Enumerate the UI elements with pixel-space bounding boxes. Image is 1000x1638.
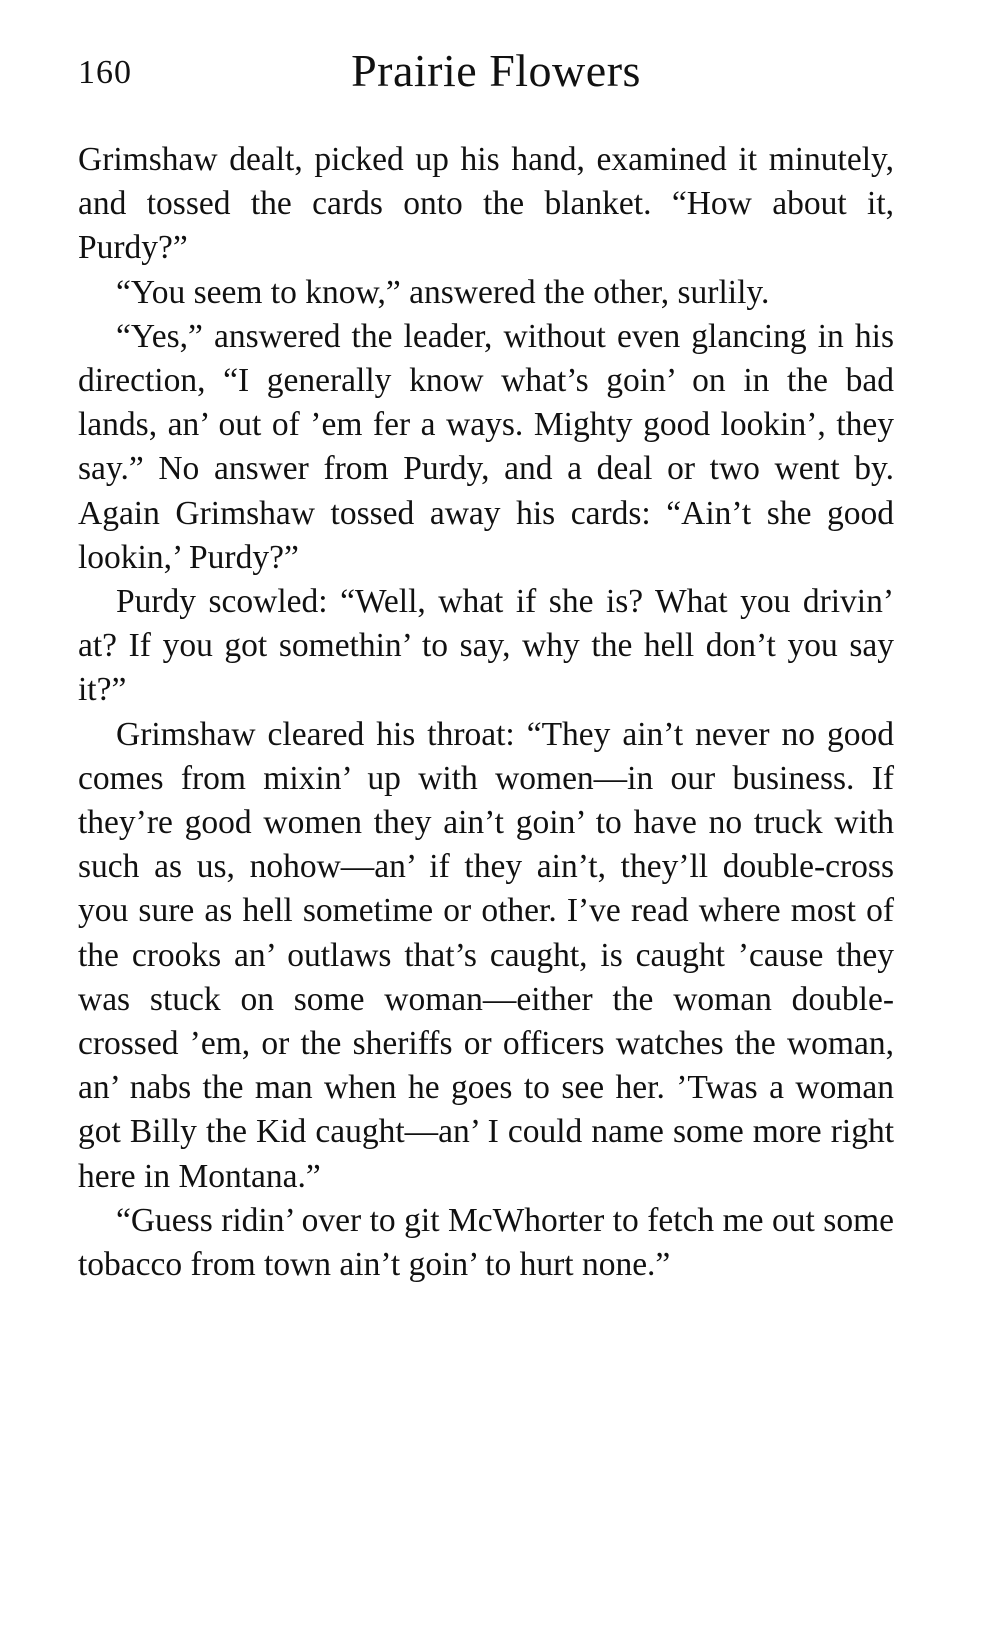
- running-title: Prairie Flowers: [351, 45, 641, 96]
- book-page: [78, 36, 894, 1287]
- paragraph: Grimshaw cleared his throat: “They ain’t never no good comes from mixin’ up with women—in our business. If they’re good women they ain’t goin’ to have no truck with such as us, nohow—an’ if they ain’t, they’ll double-cross you sure as hell sometime or other. I’ve read where most of the crooks an’ outlaws that’s caught, is caught ’cause they was stuck on some woman—either the woman double-crossed ’em, or the sheriffs or officers watches the woman, an’ nabs the man when he goes to see her. ’Twas a woman got Billy the Kid caught—an’ I could name some more right here in Montana.”: [78, 715, 894, 1195]
- paragraph: “You seem to know,” answered the other, surlily.: [116, 273, 770, 311]
- paragraph: Grimshaw dealt, picked up his hand, examined it minutely, and tossed the cards onto the blanket. “How about it, Purdy?”: [78, 141, 894, 267]
- paragraph: “Yes,” answered the leader, without even glancing in his direction, “I generally know what’s goin’ on in the bad lands, an’ out of ’em fer a ways. Mighty good lookin’, they say.” No answer from Purdy, and a deal or two went by. Again Grimshaw tossed away his cards: “Ain’t she good lookin,’ Purdy?”: [78, 317, 894, 576]
- page-header: [78, 36, 894, 110]
- body-text: [78, 138, 894, 1287]
- page-number: 160: [78, 54, 132, 91]
- paragraph: “Guess ridin’ over to git McWhorter to fetch me out some tobacco from town ain’t goin’ to hurt none.”: [78, 1201, 894, 1284]
- paragraph: Purdy scowled: “Well, what if she is? What you drivin’ at? If you got somethin’ to say, why the hell don’t you say it?”: [78, 583, 894, 709]
